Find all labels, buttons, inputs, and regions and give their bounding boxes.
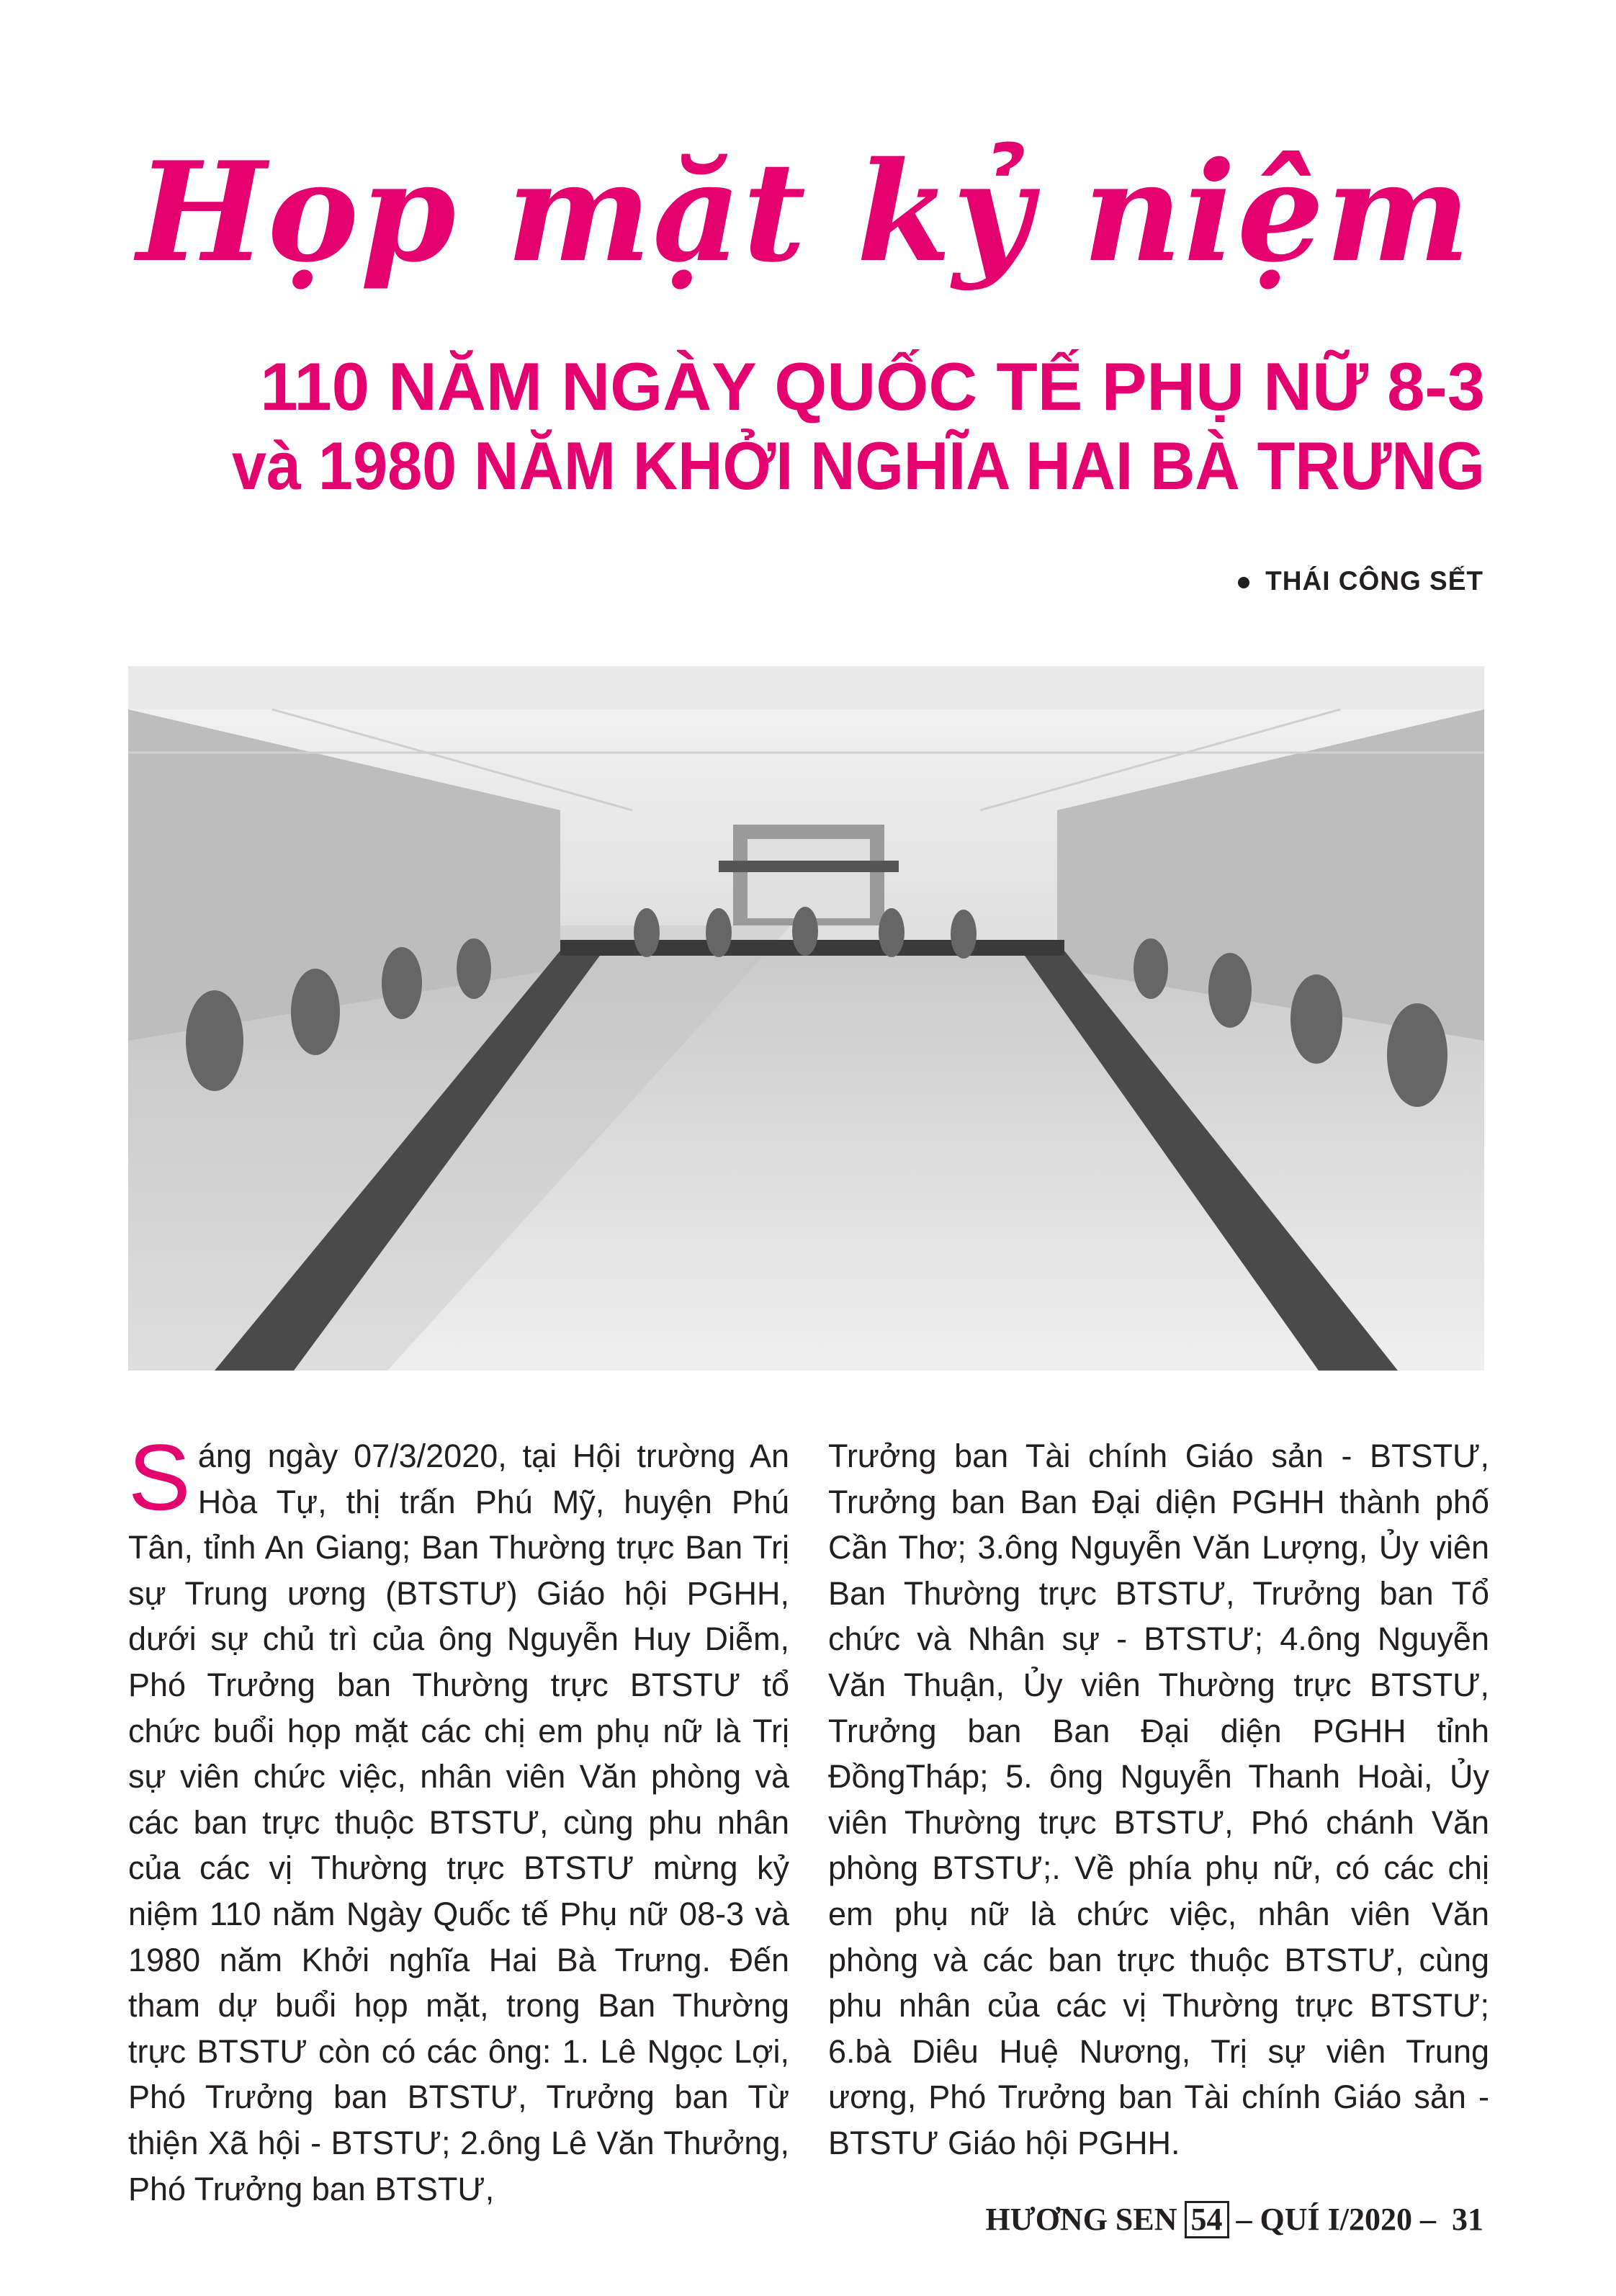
issue-period: – QUÍ I/2020 – [1236,2202,1436,2237]
script-title: Họp mặt kỷ niệm [137,132,1472,292]
drop-cap: S [128,1425,191,1530]
magazine-name: HƯƠNG SEN [985,2202,1177,2237]
page-number: 31 [1452,2202,1483,2237]
article-column-right [828,1433,1489,2166]
article-column-left [128,1425,789,2212]
meeting-hall-photo [128,666,1484,1371]
author-name: THÁI CÔNG SẾT [1265,566,1483,596]
column-right-text: Trưởng ban Tài chính Giáo sản - BTSTƯ, Trưởng ban Ban Đại diện PGHH thành phố Cần Thơ; 3.ông Nguyễn Văn Lượng, Ủy viên Ban Thường trực BTSTƯ, Trưởng ban Tổ chức và Nhân sự - BTSTƯ; 4.ông Nguyễn Văn Thuận, Ủy viên Thường trực BTSTƯ, Trưởng ban Ban Đại diện PGHH tỉnh ĐồngTháp; 5. ông Nguyễn Thanh Hoài, Ủy viên Thường trực BTSTƯ, Phó chánh Văn phòng BTSTƯ;. Về phía phụ nữ, có các chị em phụ nữ là chức việc, nhân viên Văn phòng và các ban trực thuộc BTSTƯ, cùng phu nhân của các vị Thường trực BTSTƯ; 6.bà Diêu Huệ Nương, Trị sự viên Trung ương, Phó Trưởng ban Tài chính Giáo sản - BTSTƯ Giáo hội PGHH. [828,1438,1489,2161]
page-footer [985,2201,1483,2238]
headline-line-2: và 1980 NĂM KHỞI NGHĨA HAI BÀ TRƯNG [232,428,1485,503]
byline [1238,566,1483,596]
column-left-text: áng ngày 07/3/2020, tại Hội trường An Hòa Tự, thị trấn Phú Mỹ, huyện Phú Tân, tỉnh An Giang; Ban Thường trực Ban Trị sự Trung ương (BTSTƯ) Giáo hội PGHH, dưới sự chủ trì của ông Nguyễn Huy Diễm, Phó Trưởng ban Thường trực BTSTƯ tổ chức buổi họp mặt các chị em phụ nữ là Trị sự viên chức việc, nhân viên Văn phòng và các ban trực thuộc BTSTƯ, cùng phu nhân của các vị Thường trực BTSTƯ mừng kỷ niệm 110 năm Ngày Quốc tế Phụ nữ 08-3 và 1980 năm Khởi nghĩa Hai Bà Trưng. Đến tham dự buổi họp mặt, trong Ban Thường trực BTSTƯ còn có các ông: 1. Lê Ngọc Lợi, Phó Trưởng ban BTSTƯ, Trưởng ban Từ thiện Xã hội - BTSTƯ; 2.ông Lê Văn Thưởng, Phó Trưởng ban BTSTƯ, [128,1438,789,2207]
bullet-icon [1238,577,1249,588]
issue-number: 54 [1185,2201,1229,2238]
headline-line-1: 110 NĂM NGÀY QUỐC TẾ PHỤ NỮ 8-3 [260,349,1485,424]
